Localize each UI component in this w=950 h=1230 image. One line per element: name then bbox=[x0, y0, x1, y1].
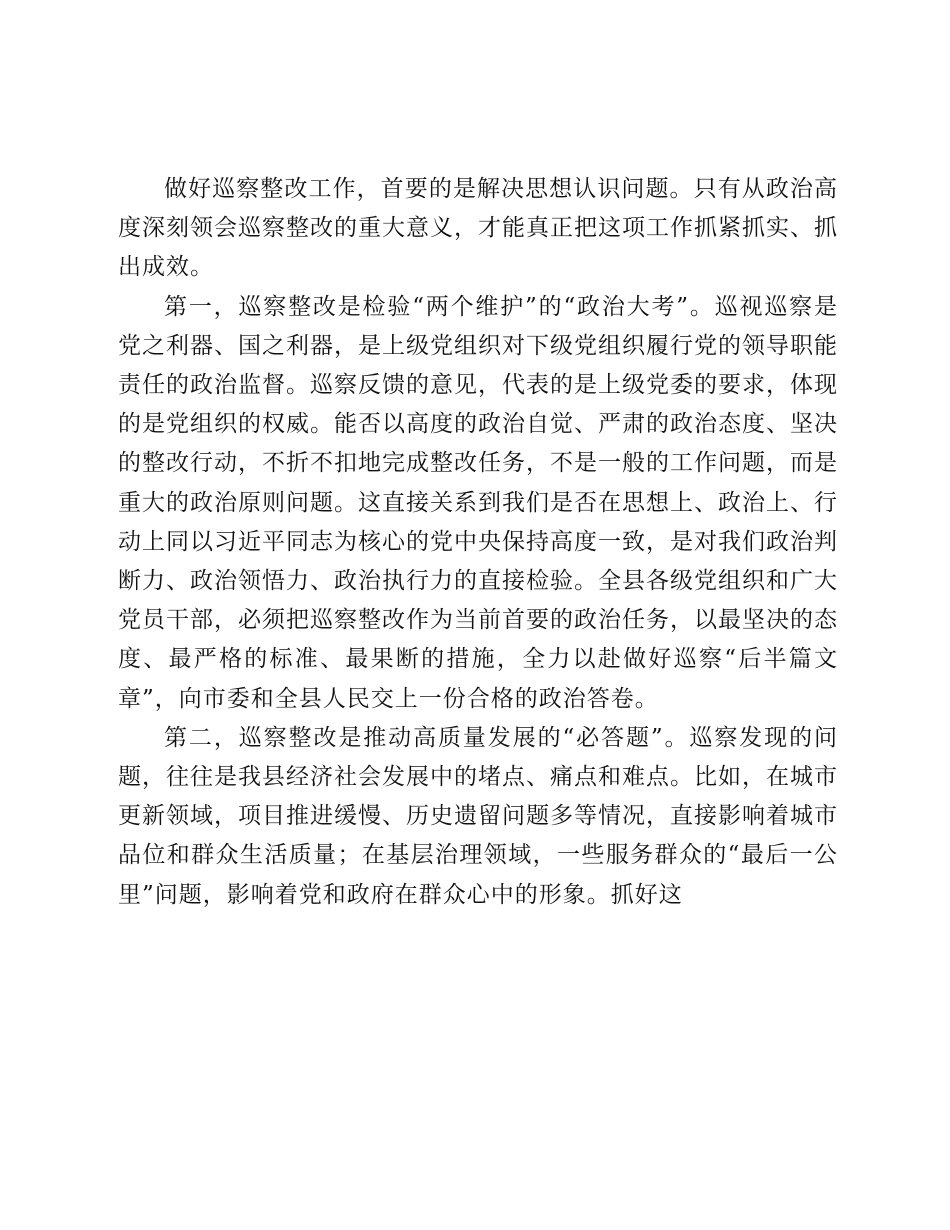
paragraph-second-point: 第二，巡察整改是推动高质量发展的“必答题”。巡察发现的问题，往往是我县经济社会发展中的堵点、痛点和难点。比如，在城市更新领域，项目推进缓慢、历史遗留问题多等情况，直接影响着城市品位和群众生活质量；在基层治理领域，一些服务群众的“最后一公里”问题，影响着党和政府在群众心中的形象。抓好这 bbox=[118, 724, 838, 908]
paragraph-intro: 做好巡察整改工作，首要的是解决思想认识问题。只有从政治高度深刻领会巡察整改的重大意义，才能真正把这项工作抓紧抓实、抓出成效。 bbox=[118, 176, 838, 281]
document-body bbox=[118, 170, 838, 915]
paragraph-first-point: 第一，巡察整改是检验“两个维护”的“政治大考”。巡视巡察是党之利器、国之利器，是上级党组织对下级党组织履行党的领导职能责任的政治监督。巡察反馈的意见，代表的是上级党委的要求，体现的是党组织的权威。能否以高度的政治自觉、严肃的政治态度、坚决的整改行动，不折不扣地完成整改任务，不是一般的工作问题，而是重大的政治原则问题。这直接关系到我们是否在思想上、政治上、行动上同以习近平同志为核心的党中央保持高度一致，是对我们政治判断力、政治领悟力、政治执行力的直接检验。全县各级党组织和广大党员干部，必须把巡察整改作为当前首要的政治任务，以最坚决的态度、最严格的标准、最果断的措施，全力以赴做好巡察“后半篇文章”，向市委和全县人民交上一份合格的政治答卷。 bbox=[118, 293, 838, 712]
